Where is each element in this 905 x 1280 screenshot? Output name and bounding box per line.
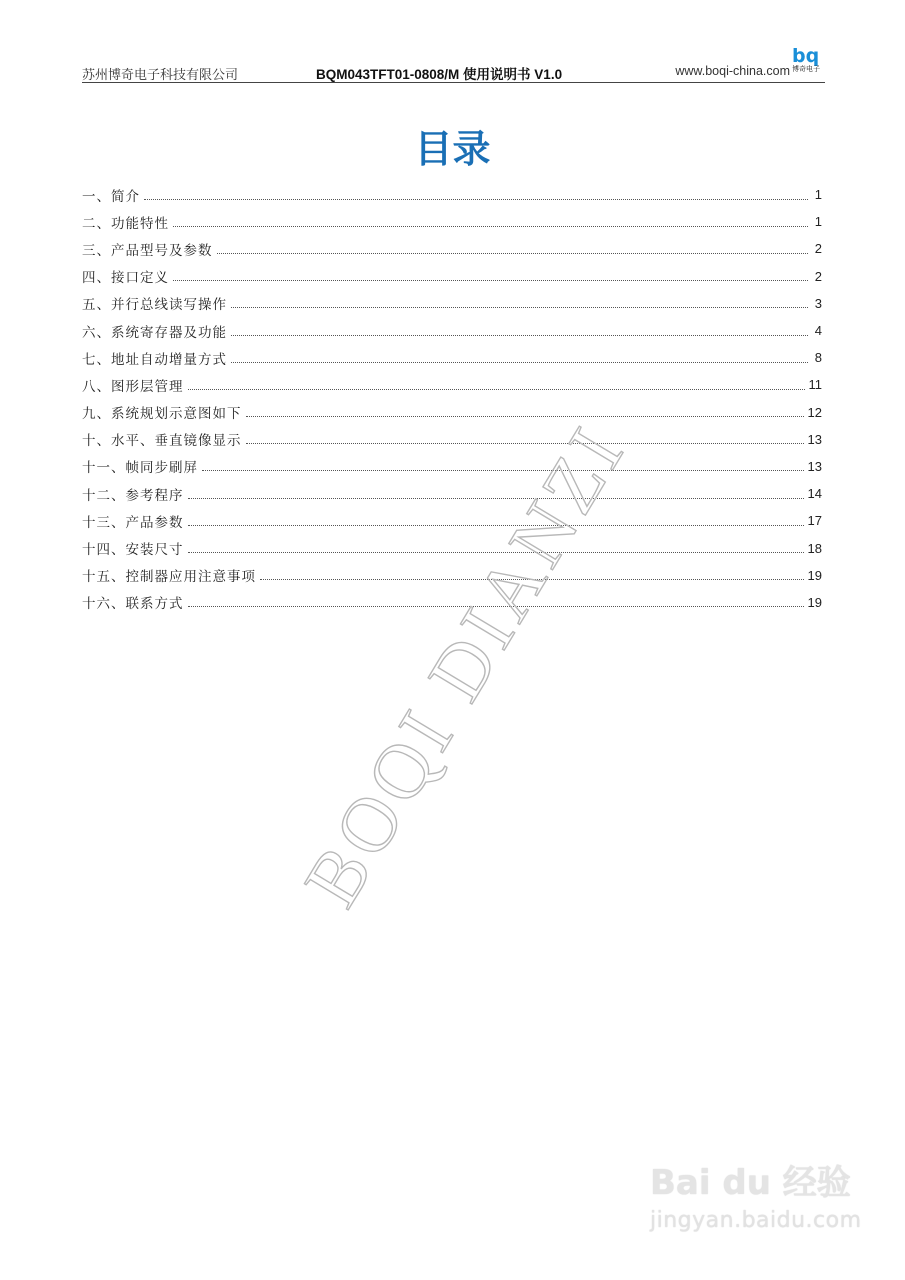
toc-entry-label: 十四、安装尺寸 [82, 542, 184, 559]
toc-entry-label: 十六、联系方式 [82, 596, 184, 613]
toc-entry[interactable] [82, 371, 822, 398]
toc-entry-page: 18 [807, 540, 822, 556]
toc-entry-page: 2 [814, 268, 822, 284]
toc-entry-page: 14 [807, 486, 822, 502]
toc-leader-dots [246, 407, 804, 417]
toc-entry-label: 十、水平、垂直镜像显示 [82, 433, 242, 450]
toc-entry-label: 五、并行总线读写操作 [82, 297, 227, 314]
toc-entry-page: 1 [814, 187, 822, 203]
toc-entry-page: 11 [808, 377, 822, 393]
toc-leader-dots [173, 217, 808, 227]
toc-entry[interactable] [82, 562, 822, 589]
toc-entry[interactable] [82, 263, 822, 290]
toc-entry-page: 19 [807, 567, 822, 583]
toc-leader-dots [188, 380, 805, 390]
toc-entry-label: 七、地址自动增量方式 [82, 351, 227, 368]
toc-entry-label: 六、系统寄存器及功能 [82, 324, 227, 341]
page-title: 目录 [414, 127, 491, 171]
toc-entry-label: 十三、产品参数 [82, 514, 184, 531]
toc-leader-dots [231, 353, 808, 363]
toc-entry[interactable] [82, 181, 822, 208]
toc-entry-page: 3 [814, 295, 822, 311]
watermark-text: BOQI DIANZI [287, 408, 643, 921]
toc-entry-page: 17 [807, 513, 822, 529]
table-of-contents [82, 181, 822, 616]
toc-leader-dots [231, 326, 808, 336]
logo-subtext: 博奇电子 [792, 65, 820, 73]
toc-entry[interactable] [82, 208, 822, 235]
header-divider [82, 82, 825, 83]
toc-leader-dots [217, 244, 809, 254]
baidu-watermark-logo: Bai du 经验 [650, 1163, 851, 1203]
header-website[interactable]: www.boqi-china.com [675, 64, 790, 78]
toc-entry-label: 二、功能特性 [82, 215, 169, 232]
toc-entry-label: 一、简介 [82, 188, 140, 205]
baidu-watermark-url: jingyan.baidu.com [650, 1208, 862, 1233]
toc-entry-label: 三、产品型号及参数 [82, 242, 213, 259]
toc-entry[interactable] [82, 480, 822, 507]
header-company: 苏州博奇电子科技有限公司 [82, 68, 239, 83]
toc-entry-label: 十一、帧同步刷屏 [82, 460, 198, 477]
toc-entry[interactable] [82, 453, 822, 480]
toc-entry-page: 2 [814, 241, 822, 257]
toc-entry[interactable] [82, 344, 822, 371]
toc-entry[interactable] [82, 426, 822, 453]
toc-leader-dots [202, 461, 804, 471]
toc-entry[interactable] [82, 534, 822, 561]
header-doc-title: BQM043TFT01-0808/M 使用说明书 V1.0 [316, 67, 563, 82]
toc-entry-page: 12 [807, 404, 822, 420]
toc-leader-dots [246, 434, 804, 444]
toc-entry[interactable] [82, 399, 822, 426]
toc-entry-label: 八、图形层管理 [82, 378, 184, 395]
toc-entry[interactable] [82, 290, 822, 317]
toc-leader-dots [173, 271, 808, 281]
toc-entry-page: 13 [807, 431, 822, 447]
toc-entry[interactable] [82, 235, 822, 262]
toc-entry-page: 13 [807, 458, 822, 474]
logo-text: bq [792, 45, 820, 67]
company-logo [790, 44, 826, 76]
toc-leader-dots [144, 190, 808, 200]
toc-entry-label: 九、系统规划示意图如下 [82, 406, 242, 423]
toc-entry-label: 十五、控制器应用注意事项 [82, 569, 256, 586]
toc-entry-page: 8 [814, 350, 822, 366]
toc-entry[interactable] [82, 317, 822, 344]
toc-entry-page: 19 [807, 594, 822, 610]
toc-entry-label: 十二、参考程序 [82, 487, 184, 504]
toc-entry-page: 1 [814, 214, 822, 230]
toc-leader-dots [231, 298, 808, 308]
toc-entry-page: 4 [814, 323, 822, 339]
toc-leader-dots [188, 489, 804, 499]
toc-entry-label: 四、接口定义 [82, 270, 169, 287]
toc-entry[interactable] [82, 507, 822, 534]
